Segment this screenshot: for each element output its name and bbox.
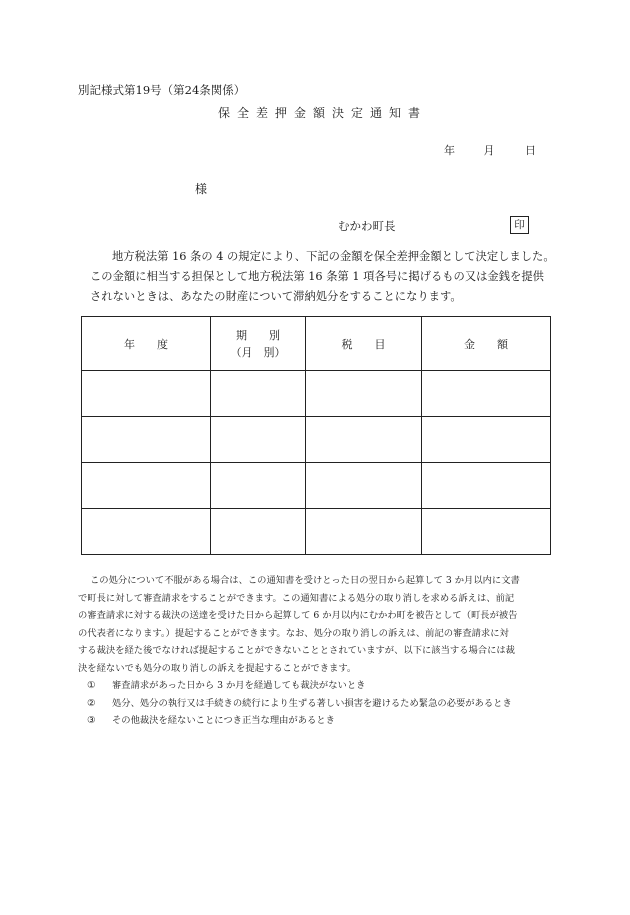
body-text (90, 247, 555, 307)
date-line (444, 142, 536, 158)
notice-line: する裁決を経た後でなければ提起することができないこととされていますが、以下に該当する場合には裁 (78, 645, 515, 656)
table-cell (82, 509, 211, 555)
item-text: その他裁決を経ないことにつき正当な理由があるとき (111, 715, 335, 726)
table-cell (422, 417, 551, 463)
notice-line: で町長に対して審査請求をすることができます。この通知書による処分の取り消しを求める訴えは、前記 (78, 592, 515, 604)
table-cell (306, 417, 422, 463)
addressee-suffix: 様 (195, 182, 208, 196)
header-period (211, 317, 306, 371)
notice-item (78, 677, 520, 695)
table-cell (211, 417, 306, 463)
notice-line: の代表者になります。）提起することができます。なお、処分の取り消しの訴えは、前記の審査請求に対 (78, 627, 509, 639)
notice-line: この処分について不服がある場合は、この通知書を受けとった日の翌日から起算して 3 か月以内に文書 (90, 575, 520, 586)
table-cell (422, 463, 551, 509)
table-cell (422, 371, 551, 417)
body-line: 地方税法第 16 条の 4 の規定により、下記の金額を保全差押金額として決定しました。 (112, 250, 555, 263)
item-number: ① (87, 680, 96, 691)
table-row (82, 463, 551, 509)
seal-mark: 印 (510, 216, 529, 234)
table-row (82, 371, 551, 417)
table-cell (306, 371, 422, 417)
amount-table (81, 316, 551, 555)
appeal-notice (78, 572, 520, 730)
item-number: ③ (87, 715, 96, 726)
item-text: 審査請求があった日から 3 か月を経過しても裁決がないとき (111, 680, 366, 691)
table-cell (422, 509, 551, 555)
table-cell (211, 463, 306, 509)
header-period-line1: 期 別 (236, 328, 280, 342)
notice-item (78, 695, 520, 713)
notice-item (78, 712, 520, 730)
header-tax-item: 税 目 (306, 317, 422, 371)
form-number: 別記様式第19号（第24条関係） (78, 83, 246, 97)
table-row (82, 509, 551, 555)
body-line: されないときは、あなたの財産について滞納処分をすることになります。 (90, 290, 462, 303)
header-amount: 金 額 (422, 317, 551, 371)
notice-line: 決を経ないでも処分の取り消しの訴えを提起することができます。 (78, 662, 357, 674)
table-cell (82, 417, 211, 463)
body-line: この金額に相当する担保として地方税法第 16 条第 1 項各号に掲げるもの又は金銭を提供 (90, 270, 544, 283)
table-cell (306, 463, 422, 509)
table-header-row (82, 317, 551, 371)
date-month-label: 月 (483, 144, 495, 157)
table-cell (306, 509, 422, 555)
table-row (82, 417, 551, 463)
table-cell (82, 371, 211, 417)
table-cell (211, 509, 306, 555)
table-cell (211, 371, 306, 417)
header-period-line2: （月 別） (230, 345, 286, 359)
notice-line: の審査請求に対する裁決の送達を受けた日から起算して 6 か月以内にむかわ町を被告として（町長が被告 (78, 610, 518, 621)
date-day-label: 日 (525, 144, 536, 157)
item-number: ② (87, 697, 96, 709)
date-year-label: 年 (444, 144, 455, 157)
table-cell (82, 463, 211, 509)
header-year: 年 度 (82, 317, 211, 371)
document-title: 保全差押金額決定通知書 (218, 106, 428, 120)
issuer-name: むかわ町長 (338, 219, 396, 233)
item-text: 処分、処分の執行又は手続きの続行により生ずる著しい損害を避けるため緊急の必要があるとき (111, 697, 512, 709)
